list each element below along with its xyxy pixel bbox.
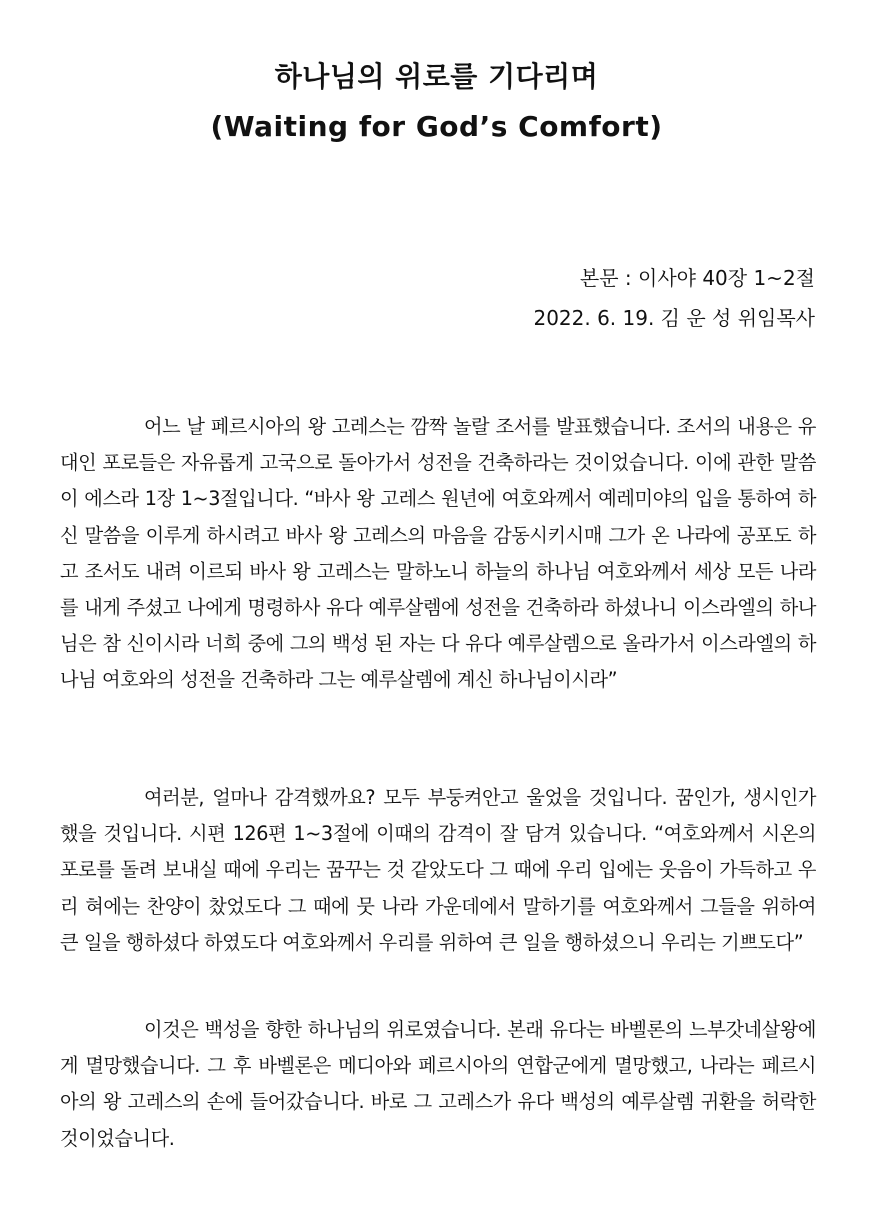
body-paragraph-3: 이것은 백성을 향한 하나님의 위로였습니다. 본래 유다는 바벨론의 느부갓네살왕에게 멸망했습니다. 그 후 바벨론은 메디아와 페르시아의 연합군에게 멸망했고, 나라는 페르시아의 왕 고레스의 손에 들어갔습니다. 바로 그 고레스가 유다 백성의 예루살렘 귀환을 허락한 것이었습니다.	[60, 1018, 816, 1150]
body-paragraph-1: 어느 날 페르시아의 왕 고레스는 깜짝 놀랄 조서를 발표했습니다. 조서의 내용은 유대인 포로들은 자유롭게 고국으로 돌아가서 성전을 건축하라는 것이었습니다. 이에 관한 말씀이 에스라 1장 1~3절입니다. “바사 왕 고레스 원년에 여호와께서 예레미야의 입을 통하여 하신 말씀을 이루게 하시려고 바사 왕 고레스의 마음을 감동시키시매 그가 온 나라에 공포도 하고 조서도 내려 이르되 바사 왕 고레스는 말하노니 하늘의 하나님 여호와께서 세상 모든 나라를 내게 주셨고 나에게 명령하사 유다 예루살렘에 성전을 건축하라 하셨나니 이스라엘의 하나님은 참 신이시라 너희 중에 그의 백성 된 자는 다 유다 예루살렘으로 올라가서 이스라엘의 하나님 여호와의 성전을 건축하라 그는 예루살렘에 계신 하나님이시라”	[60, 415, 816, 692]
sermon-title-english: (Waiting for God’s Comfort)	[210, 110, 663, 143]
date-author: 2022. 6. 19. 김 운 성 위임목사	[533, 306, 815, 330]
scripture-reference: 본문 : 이사야 40장 1~2절	[579, 266, 815, 290]
body-paragraph-2: 여러분, 얼마나 감격했까요? 모두 부둥켜안고 울었을 것입니다. 꿈인가, 생시인가 했을 것입니다. 시편 126편 1~3절에 이때의 감격이 잘 담겨 있습니다. “여호와께서 시온의 포로를 돌려 보내실 때에 우리는 꿈꾸는 것 같았도다 그 때에 우리 입에는 웃음이 가득하고 우리 혀에는 찬양이 찼었도다 그 때에 뭇 나라 가운데에서 말하기를 여호와께서 그들을 위하여 큰 일을 행하셨다 하였도다 여호와께서 우리를 위하여 큰 일을 행하셨으니 우리는 기쁘도다”	[60, 786, 816, 954]
sermon-title-korean: 하나님의 위로를 기다리며	[274, 60, 599, 93]
sermon-title-block	[0, 52, 873, 152]
sermon-meta	[533, 258, 815, 338]
